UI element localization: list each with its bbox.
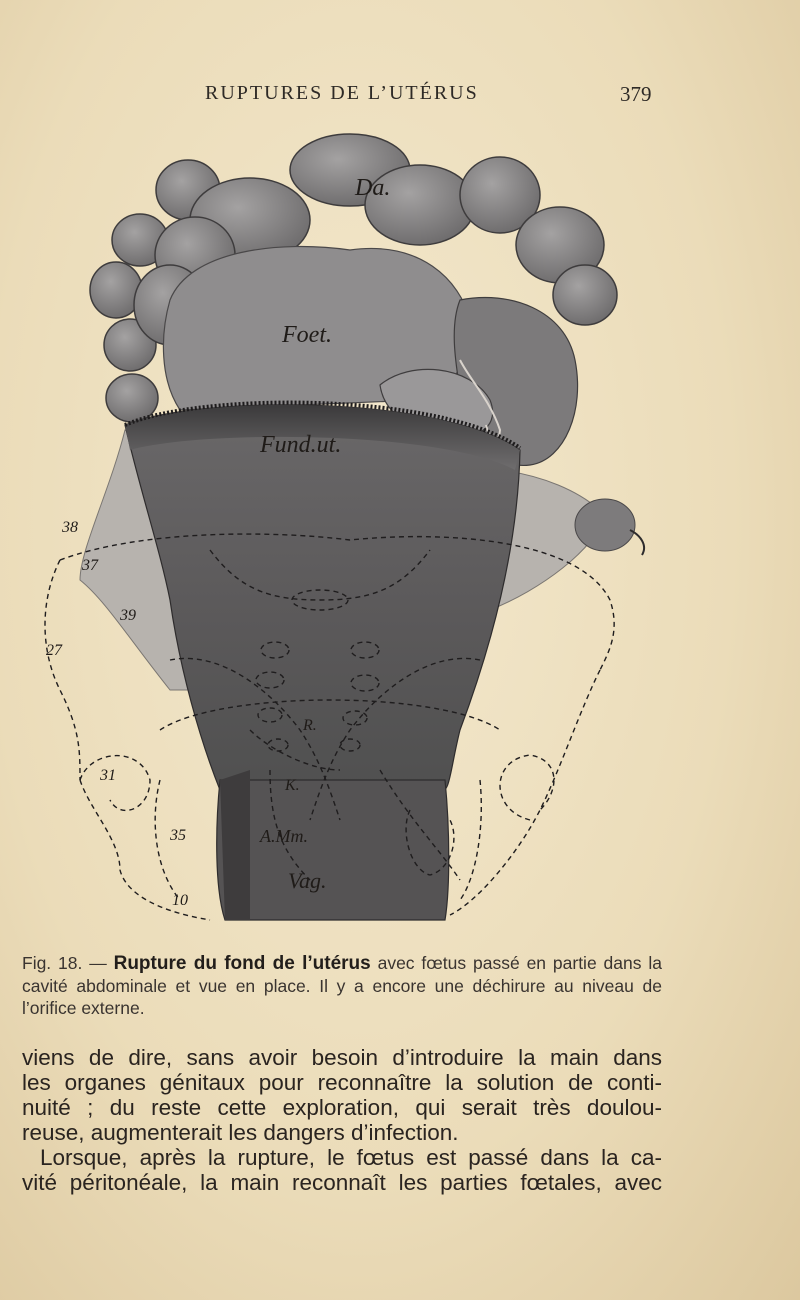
body-line: vité péritonéale, la main reconnaît les parties fœtales, avec xyxy=(22,1170,662,1195)
body-line: reuse, augmenterait les dangers d’infection. xyxy=(22,1120,459,1145)
label-31: 31 xyxy=(100,767,116,784)
caption-text: avec fœtus passé en partie dans la cavité abdominale et vue en place. Il y a encore une déchirure au niveau de l’orifice externe. xyxy=(22,953,662,1018)
label-39: 39 xyxy=(120,607,136,624)
running-title: RUPTURES DE L’UTÉRUS xyxy=(205,82,479,104)
label-fund-ut: Fund.ut. xyxy=(260,432,342,458)
label-da: Da. xyxy=(355,175,391,201)
body-line: Lorsque, après la rupture, le fœtus est passé dans la ca- xyxy=(40,1145,662,1170)
body-line: nuité ; du reste cette exploration, qui serait très doulou- xyxy=(22,1095,662,1120)
label-27: 27 xyxy=(46,642,62,659)
caption-title: Rupture du fond de l’utérus xyxy=(113,953,371,974)
label-37: 37 xyxy=(82,557,98,574)
label-38: 38 xyxy=(62,519,78,536)
label-foet: Foet. xyxy=(282,322,332,348)
label-10: 10 xyxy=(172,892,188,909)
caption-fig-label: Fig. 18. — xyxy=(22,953,107,973)
label-r: R. xyxy=(303,717,317,734)
label-vag: Vag. xyxy=(288,868,327,893)
anatomical-illustration xyxy=(20,130,660,930)
body-paragraphs xyxy=(22,1045,662,1195)
cervix-vagina xyxy=(217,770,449,920)
label-35: 35 xyxy=(170,827,186,844)
label-amm: A.Mm. xyxy=(260,826,308,846)
body-line: viens de dire, sans avoir besoin d’introduire la main dans xyxy=(22,1045,662,1070)
page-number: 379 xyxy=(620,82,652,106)
figure-caption xyxy=(22,952,662,1019)
uterus-body xyxy=(125,403,520,791)
label-k: K. xyxy=(285,777,300,794)
body-line: les organes génitaux pour reconnaître la solution de conti- xyxy=(22,1070,662,1095)
